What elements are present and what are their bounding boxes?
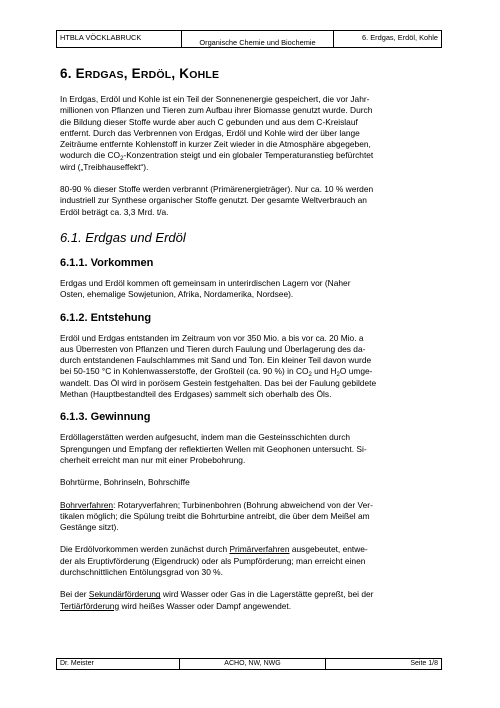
header-school: HTBLA VÖCKLABRUCK (57, 31, 182, 47)
foerderung-paragraph: Bei der Sekundärförderung wird Wasser oder Gas in die Lagerstätte gepreßt, bei der Tertiärförderung wird heißes Wasser oder Dampf angewendet. (60, 589, 374, 611)
primaerverfahren-paragraph: Die Erdölvorkommen werden zunächst durch Primärverfahren ausgebeutet, entwe- der als Eruptivförderung (Eigendruck) oder als Pumpförderung; man erreicht einen durchschnittlichen Entölungsgrad von 30 %. (60, 544, 368, 578)
subsection-title-vorkommen: 6.1.1. Vorkommen (60, 256, 154, 269)
header-subject: Organische Chemie und Biochemie (182, 31, 334, 47)
page-footer (56, 658, 442, 670)
drilling-rigs-line: Bohrtürme, Bohrinseln, Bohrschiffe (60, 477, 190, 488)
footer-classes: ACHO, NW, NWG (180, 659, 326, 669)
vorkommen-paragraph: Erdgas und Erdöl kommen oft gemeinsam in unterirdischen Lagern vor (Naher Osten, ehemalige Sowjetunion, Afrika, Nordamerika, Nordsee). (60, 277, 351, 300)
subsection-title-gewinnung: 6.1.3. Gewinnung (60, 411, 151, 424)
entstehung-paragraph: Erdöl und Erdgas entstanden im Zeitraum von vor 350 Mio. a bis vor ca. 20 Mio. a aus Überresten von Pflanzen und Tieren durch Faulung und Überlagerung des da- durch entstandenen Faulschlammes mit Sand und Ton. Ein kleiner Teil davon wurde bei 50-150 °C in Kohlenwasserstoffe, der Großteil (ca. 90 %) in $CO_2$ und $H_2O$ umge- wandelt. Das Öl wird in porösem Gestein festgehalten. Das bei der Faulung gebildete Methan (Hauptbestandteil des Erdgases) sammelt sich oberhalb des Öls. (60, 332, 377, 400)
consumption-paragraph: 80-90 % dieser Stoffe werden verbrannt (Primärenergieträger). Nur ca. 10 % werden industriell zur Synthese organischer Stoffe genutzt. Der gesamte Weltverbrauch an Erdöl beträgt ca. 3,3 Mrd. t/a. (60, 184, 374, 217)
footer-author: Dr. Meister (57, 659, 180, 669)
footer-page-number: Seite 1/8 (410, 660, 438, 667)
bohrverfahren-paragraph: Bohrverfahren: Rotaryverfahren; Turbinenbohren (Bohrung abweichend von der Ver- tikalen möglich; die Spülung treibt die Bohrturbine antreibt, die über dem Meißel am Gestänge sitzt). (60, 499, 373, 533)
intro-paragraph: In Erdgas, Erdöl und Kohle ist ein Teil der Sonnenenergie gespeichert, die vor Jahr- millionen von Pflanzen und Tieren zum Aufbau ihrer Biomasse genutzt wurde. Durch die Bildung dieser Stoffe wurde aber auch C gebunden und aus dem C-Kreislauf entfernt. Durch das Verbrennen von Erdgas, Erdöl und Kohle wird der über lange Zeiträume entfernte Kohlenstoff in kurzer Zeit wieder in die Atmosphäre abgegeben, wodurch die $CO_2$-Konzentration steigt und ein globaler Temperaturanstieg befürchtet wird („Treibhauseffekt“). (60, 94, 374, 172)
document-body (60, 66, 443, 612)
page-header (56, 30, 442, 48)
chapter-title: 6. ERDGAS, ERDÖL, KOHLE (60, 66, 220, 81)
section-title: 6.1. Erdgas und Erdöl (60, 229, 186, 245)
gewinnung-paragraph: Erdöllagerstätten werden aufgesucht, indem man die Gesteinsschichten durch Sprengungen und Empfang der reflektierten Wellen mit Geophonen untersucht. Si- cherheit erreicht man nur mit einer Probebohrung. (60, 432, 367, 465)
header-chapter: 6. Erdgas, Erdöl, Kohle (361, 33, 438, 42)
subsection-title-entstehung: 6.1.2. Entstehung (60, 311, 152, 324)
